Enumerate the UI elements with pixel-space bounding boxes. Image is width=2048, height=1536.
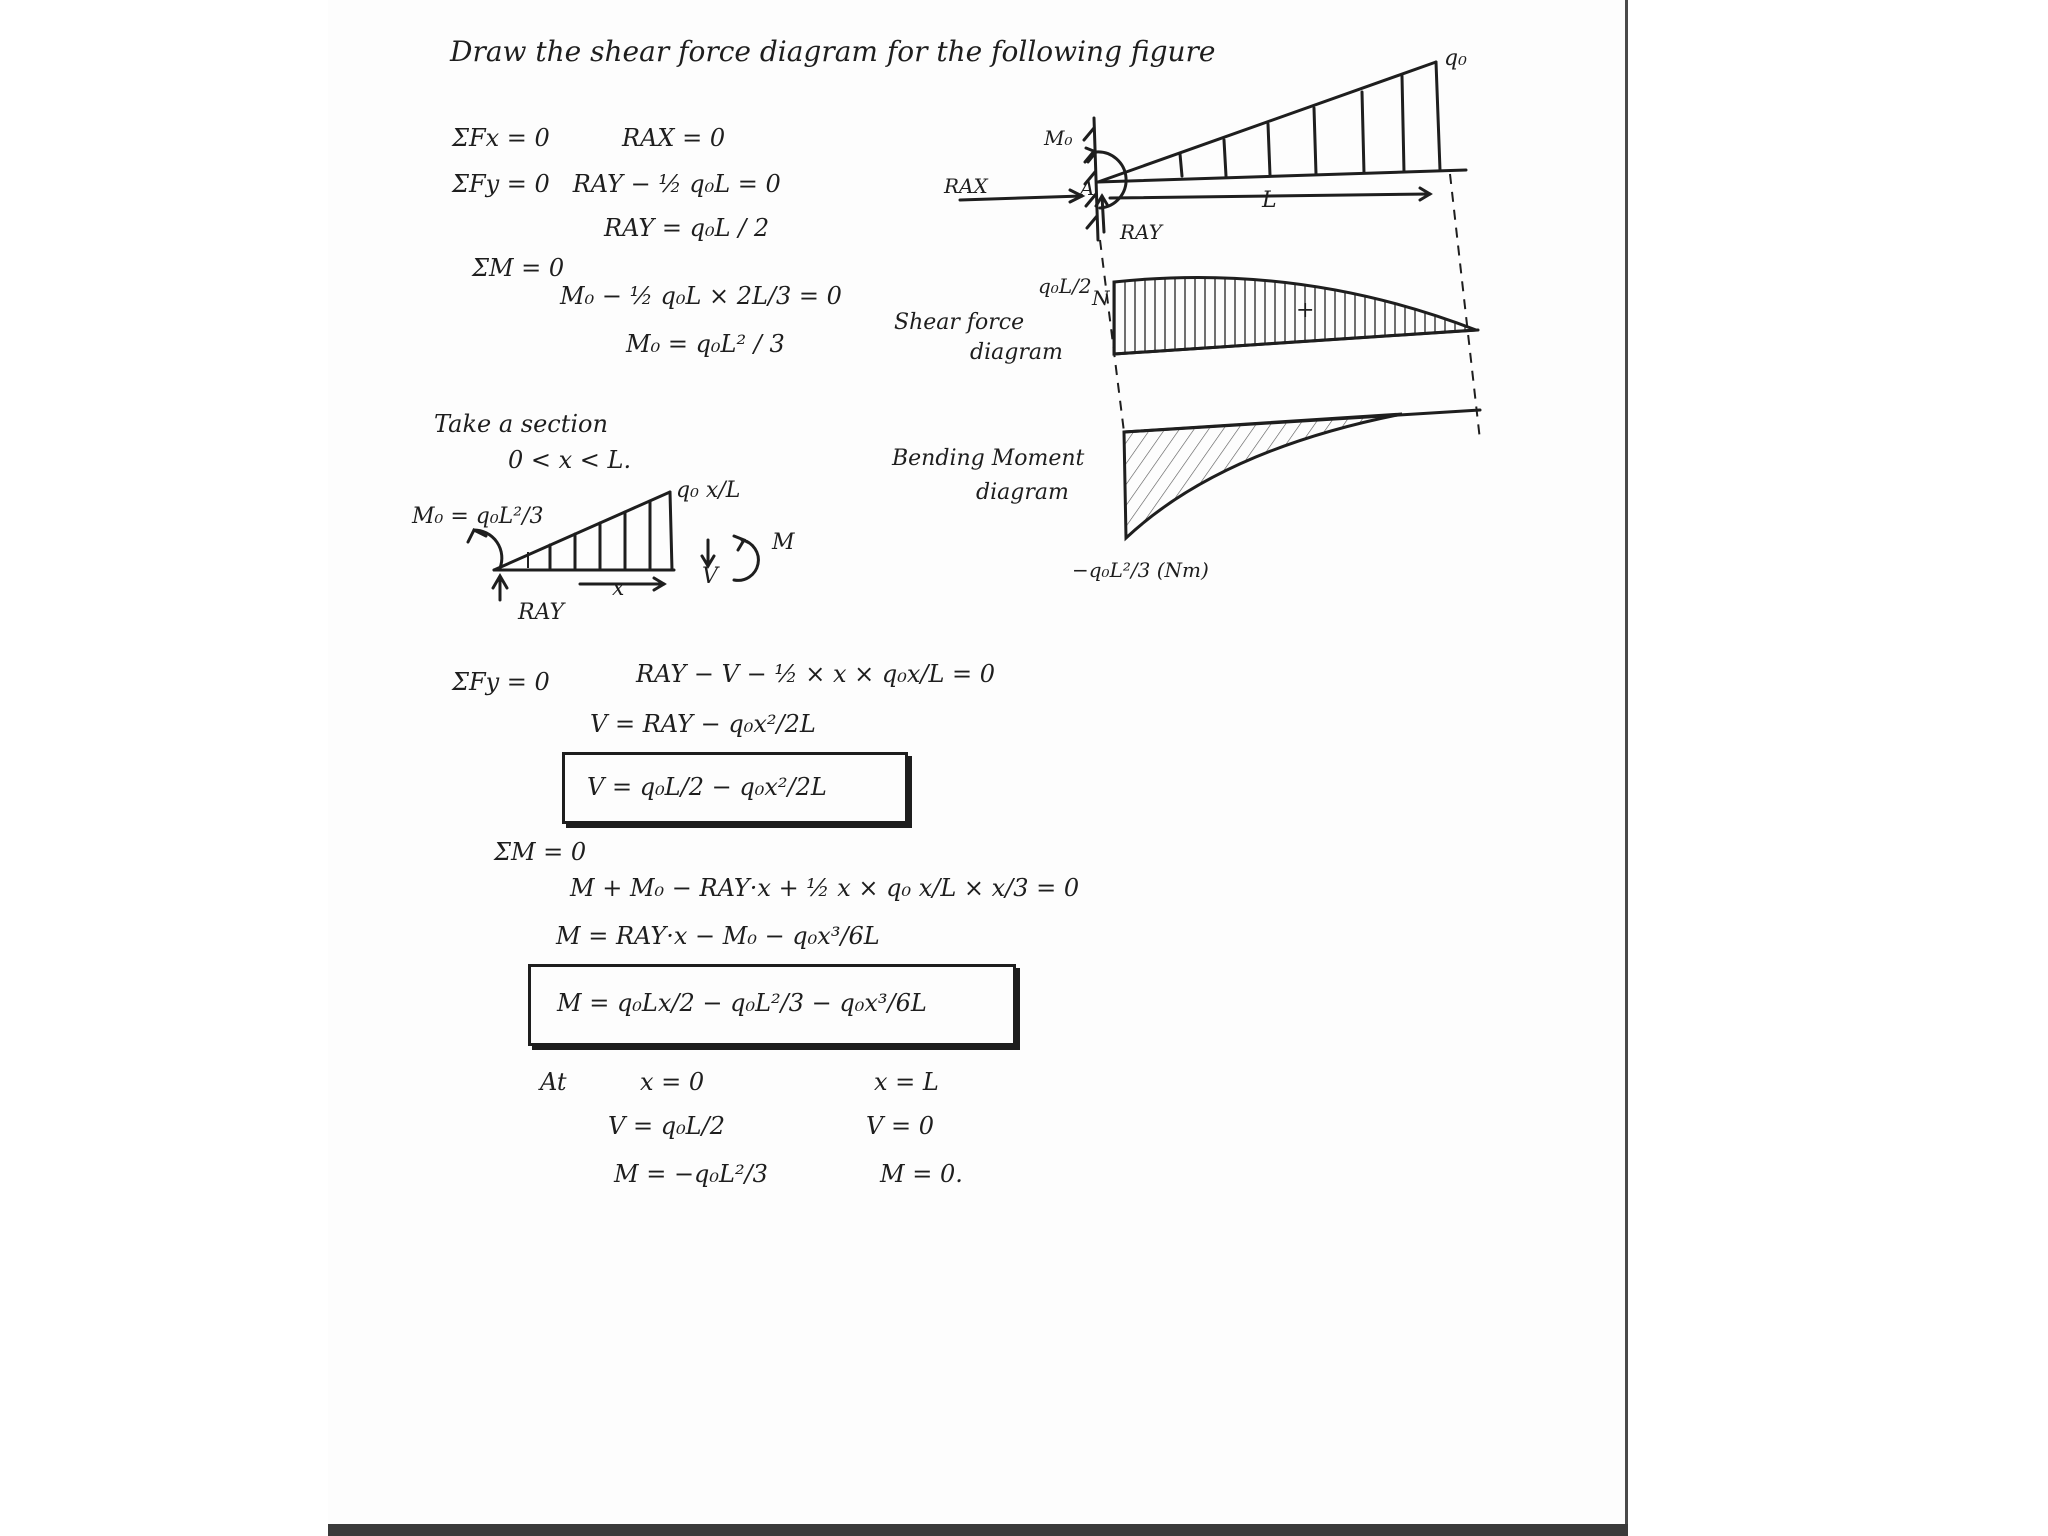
section-x-label: x [612,576,625,601]
page-title: Draw the shear force diagram for the following figure [450,35,1216,68]
shear-equation-1: RAY − V − ½ × x × q₀x/L = 0 [636,660,996,688]
m0-result: M₀ = q₀L² / 3 [626,330,785,358]
moment-equation-1: M + M₀ − RAY·x + ½ x × q₀ x/L × x/3 = 0 [570,874,1080,902]
boundary-mL: M = 0. [880,1160,963,1188]
shear-result: V = q₀L/2 − q₀x²/2L [587,773,827,801]
bmd-title-line-1: Bending Moment [892,446,1085,471]
sfd-title-line-1: Shear force [894,310,1025,335]
boundary-v0: V = q₀L/2 [608,1112,725,1140]
section-load-label: q₀ x/L [676,478,741,503]
boundary-at-label: At [540,1068,567,1096]
moment-equation-2: M = RAY·x − M₀ − q₀x³/6L [556,922,880,950]
boundary-m0: M = −q₀L²/3 [614,1160,768,1188]
boundary-vL: V = 0 [866,1112,934,1140]
sfd-unit-label: N [1092,286,1110,310]
boundary-xL: x = L [874,1068,939,1096]
fixed-wall [1094,118,1098,240]
sfd-title-line-2: diagram [970,340,1063,365]
sfd-value-label: q₀L/2 [1038,274,1092,298]
fig-a-label: A [1080,176,1095,200]
fig-m0-label: M₀ [1044,126,1073,150]
fig-rax-label: RAX [944,174,988,198]
moment-equation: M₀ − ½ q₀L × 2L/3 = 0 [560,282,842,310]
sum-m-label: ΣM = 0 [472,254,565,282]
rax-result: RAX = 0 [622,124,726,152]
bmd-value-label: −q₀L²/3 (Nm) [1072,558,1209,582]
section-m0-label: M₀ = q₀L²/3 [412,504,544,529]
sum-fy-equation: ΣFy = 0 RAY − ½ q₀L = 0 [452,170,781,198]
sfd-sign: + [1296,298,1315,323]
bending-moment-area [1124,414,1402,538]
shear-equation-2: V = RAY − q₀x²/2L [590,710,816,738]
moment-result: M = q₀Lx/2 − q₀L²/3 − q₀x³/6L [557,989,927,1017]
section-ray-label: RAY [518,600,565,625]
fig-ray-label: RAY [1120,220,1162,244]
fig-length-label: L [1262,188,1277,213]
bmd-title-line-2: diagram [976,480,1069,505]
sum-fx-label: ΣFx = 0 [452,124,550,152]
ray-result: RAY = q₀L / 2 [604,214,770,242]
section-range: 0 < x < L. [508,446,632,474]
fig-q0-label: q₀ [1444,46,1467,71]
right-projection-line [1450,174,1480,440]
boundary-x0: x = 0 [640,1068,705,1096]
section-heading: Take a section [434,410,608,438]
cantilever-beam [1098,170,1466,182]
section-m-label: M [772,530,795,555]
moment-sum-m: ΣM = 0 [494,838,587,866]
triangular-load-max [1436,62,1440,170]
triangular-load-slope [1098,62,1436,182]
section-v-label: V [702,564,718,589]
shear-sum-fy: ΣFy = 0 [452,668,550,696]
